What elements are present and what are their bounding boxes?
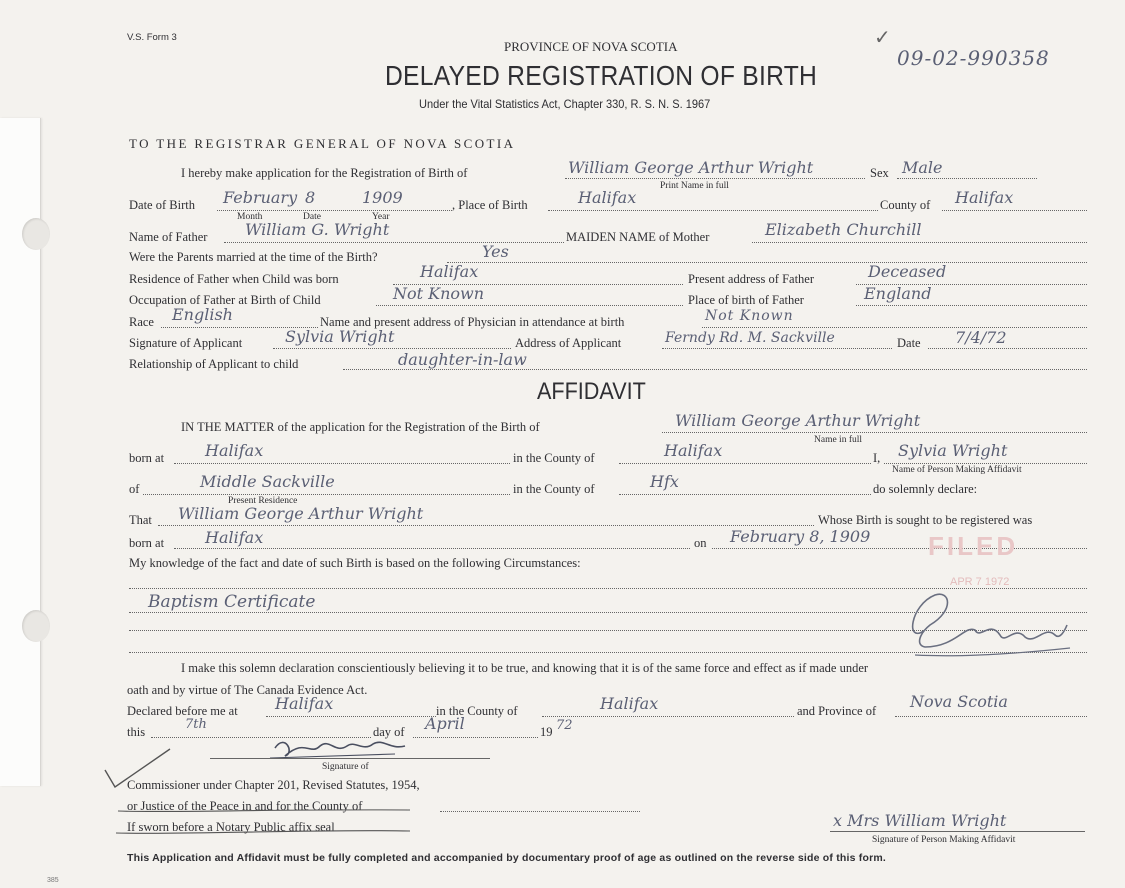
date-hint: Date [303, 212, 321, 222]
relationship-label: Relationship of Applicant to child [129, 357, 299, 371]
page-title: DELAYED REGISTRATION OF BIRTH [385, 60, 818, 91]
deponent-hint: Name of Person Making Affidavit [892, 465, 1022, 475]
month-value: April [425, 714, 465, 733]
father-label: Name of Father [129, 230, 208, 244]
punch-hole [22, 610, 50, 642]
born-at-value: Halifax [205, 441, 264, 460]
child-name: William George Arthur Wright [568, 158, 814, 177]
declared-at-value: Halifax [275, 694, 334, 713]
place-label: , Place of Birth [452, 198, 528, 212]
on-label: on [694, 536, 707, 550]
that-name-value: William George Arthur Wright [178, 504, 424, 523]
deponent-signature: x Mrs William Wright [833, 811, 1007, 830]
filed-stamp-date: APR 7 1972 [950, 576, 1010, 588]
solemn-declaration-1: I make this solemn declaration conscientiously believing it to be true, and knowing that it is of the same force and effect as if made under [181, 661, 869, 675]
registrar-signature [895, 585, 1085, 665]
race-label: Race [129, 315, 154, 329]
present-address-father-value: Deceased [868, 262, 947, 281]
notary-text: If sworn before a Notary Public affix seal [127, 820, 335, 834]
sex-value: Male [902, 158, 943, 177]
married-value: Yes [482, 242, 509, 261]
knowledge-text: My knowledge of the fact and date of such Birth is based on the following Circumstances: [129, 556, 581, 570]
father-value: William G. Wright [245, 220, 390, 239]
addressee: TO THE REGISTRAR GENERAL OF NOVA SCOTIA [129, 136, 516, 151]
matter-name: William George Arthur Wright [675, 411, 921, 430]
form-code: V.S. Form 3 [127, 32, 177, 43]
year-suffix: 72 [556, 718, 573, 733]
punch-hole [22, 218, 50, 250]
residence-value: Middle Sackville [200, 472, 335, 491]
married-label: Were the Parents married at the time of the Birth? [129, 250, 378, 264]
deponent-signature-hint: Signature of Person Making Affidavit [872, 835, 1016, 845]
province-heading: PROVINCE OF NOVA SCOTIA [504, 39, 678, 54]
i-label: I, [873, 451, 881, 465]
file-number: 09-02-990358 [897, 46, 1050, 70]
sex-label: Sex [870, 166, 889, 180]
residence-hint: Present Residence [228, 496, 298, 506]
affidavit-heading: AFFIDAVIT [537, 378, 646, 405]
circumstance-value: Baptism Certificate [148, 592, 316, 612]
physician-value: Not Known [705, 308, 794, 324]
occupation-label: Occupation of Father at Birth of Child [129, 293, 321, 307]
this-label: this [127, 725, 146, 739]
mother-label: MAIDEN NAME of Mother [566, 230, 710, 244]
month-hint: Month [237, 212, 263, 222]
commissioner-text: Commissioner under Chapter 201, Revised Statutes, 1954, [127, 778, 420, 792]
in-county-label: in the County of [513, 451, 595, 465]
occupation-value: Not Known [393, 284, 485, 303]
county1-value: Halifax [664, 441, 723, 460]
county-label: County of [880, 198, 931, 212]
declared-county-value: Halifax [600, 694, 659, 713]
year-prefix: 19 [540, 725, 553, 739]
of-label: of [129, 482, 140, 496]
footer-note: This Application and Affidavit must be fully completed and accompanied by documentary proof of age as outlined on the reverse side of this form. [127, 852, 887, 864]
signature-of-label: Signature of [322, 762, 369, 772]
born-at-label: born at [129, 451, 165, 465]
born-at2-value: Halifax [205, 528, 264, 547]
year-hint: Year [372, 212, 390, 222]
province-label: and Province of [797, 704, 877, 718]
in-county-label-2: in the County of [513, 482, 595, 496]
subtitle: Under the Vital Statistics Act, Chapter 330, R. S. N. S. 1967 [419, 97, 711, 111]
pen-underline-marks [110, 793, 420, 841]
sig-applicant-value: Sylvia Wright [285, 327, 395, 346]
declared-label: Declared before me at [127, 704, 238, 718]
date-label: Date [897, 336, 921, 350]
filed-stamp: FILED [928, 531, 1019, 561]
county-value: Halifax [955, 188, 1014, 207]
print-name-hint: Print Name in full [660, 181, 729, 191]
justice-text: or Justice of the Peace in and for the County of [127, 799, 363, 813]
physician-label: Name and present address of Physician in attendance at birth [320, 315, 625, 329]
born-at2-label: born at [129, 536, 165, 550]
check-mark: ✓ [874, 27, 891, 49]
birthplace-father-value: England [864, 284, 932, 303]
province-value: Nova Scotia [910, 692, 1008, 711]
matter-text: IN THE MATTER of the application for the Registration of the Birth of [181, 420, 540, 434]
county2-value: Hfx [650, 472, 679, 491]
dob-label: Date of Birth [129, 198, 195, 212]
mother-value: Elizabeth Churchill [765, 220, 922, 239]
dob-date: 8 [305, 188, 316, 207]
address-applicant-label: Address of Applicant [515, 336, 622, 350]
that-label: That [129, 513, 152, 527]
dob-year: 1909 [362, 188, 403, 207]
race-value: English [172, 305, 233, 324]
place-value: Halifax [578, 188, 637, 207]
declared-county-label: in the County of [436, 704, 518, 718]
application-intro: I hereby make application for the Registration of Birth of [181, 166, 468, 180]
residence-father-value: Halifax [420, 262, 479, 281]
date-value: 7/4/72 [955, 328, 1007, 347]
address-applicant-value: Ferndy Rd. M. Sackville [665, 330, 835, 346]
present-address-father-label: Present address of Father [688, 272, 815, 286]
day-of-label: day of [373, 725, 405, 739]
day-value: 7th [185, 717, 207, 732]
whose-birth-text: Whose Birth is sought to be registered was [818, 513, 1033, 527]
corner-code: 385 [47, 877, 59, 884]
on-date-value: February 8, 1909 [730, 527, 871, 546]
residence-father-label: Residence of Father when Child was born [129, 272, 339, 286]
deponent-value: Sylvia Wright [898, 441, 1008, 460]
sig-applicant-label: Signature of Applicant [129, 336, 243, 350]
birthplace-father-label: Place of birth of Father [688, 293, 804, 307]
dob-month: February [223, 188, 298, 207]
name-hint: Name in full [814, 435, 863, 445]
solemn-declaration-2: oath and by virtue of The Canada Evidence Act. [127, 683, 368, 697]
declare-text: do solemnly declare: [873, 482, 978, 496]
relationship-value: daughter-in-law [398, 350, 527, 369]
